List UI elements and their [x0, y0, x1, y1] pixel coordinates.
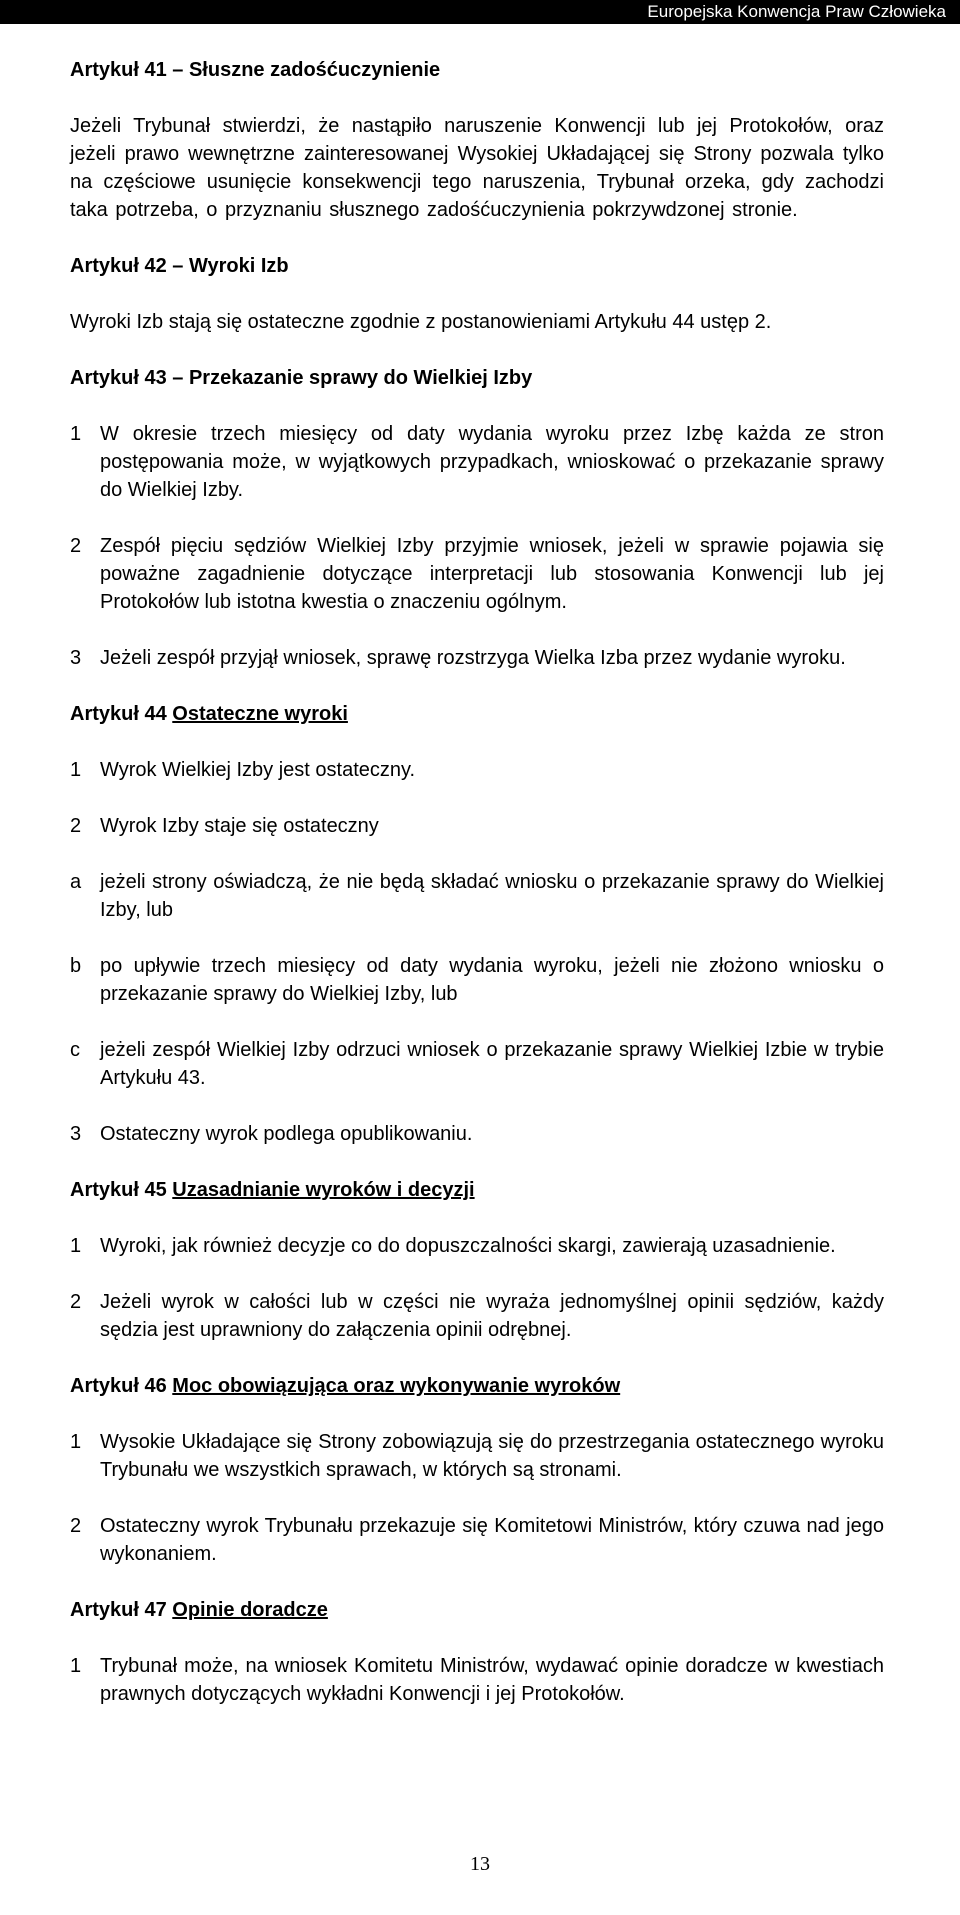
document-body [70, 56, 884, 1736]
article-46-heading: Artykuł 46 Moc obowiązująca oraz wykonywanie wyroków [70, 1375, 621, 1397]
list-item: 3 Ostateczny wyrok podlega opublikowaniu. [70, 1123, 473, 1145]
list-item: 2 Zespół pięciu sędziów Wielkiej Izby przyjmie wniosek, jeżeli w sprawie pojawia się poważne zagadnienie dotyczące interpretacji lub stosowania Konwencji lub jej Protokołów lub istotna kwestia o znaczeniu ogólnym. [70, 535, 884, 613]
running-header-title: Europejska Konwencja Praw Człowieka [647, 2, 946, 21]
page-number: 13 [470, 1853, 490, 1875]
article-41-heading: Artykuł 41 – Słuszne zadośćuczynienie [70, 59, 441, 81]
list-item: 1 W okresie trzech miesięcy od daty wydania wyroku przez Izbę każda ze stron postępowania może, w wyjątkowych przypadkach, wnioskować o przekazanie sprawy do Wielkiej Izby. [70, 423, 884, 501]
article-47-heading: Artykuł 47 Opinie doradcze [70, 1599, 328, 1621]
list-item: 2 Jeżeli wyrok w całości lub w części nie wyraża jednomyślnej opinii sędziów, każdy sędzia jest uprawniony do załączenia opinii odrębnej. [70, 1291, 884, 1341]
article-45-heading: Artykuł 45 Uzasadnianie wyroków i decyzji [70, 1179, 475, 1201]
list-item: 1 Wysokie Układające się Strony zobowiązują się do przestrzegania ostatecznego wyroku Trybunału we wszystkich sprawach, w których są stronami. [70, 1431, 884, 1481]
list-item: c jeżeli zespół Wielkiej Izby odrzuci wniosek o przekazanie sprawy Wielkiej Izbie w trybie Artykułu 43. [70, 1039, 884, 1089]
list-item: 1 Wyrok Wielkiej Izby jest ostateczny. [70, 759, 416, 781]
article-43-heading: Artykuł 43 – Przekazanie sprawy do Wielkiej Izby [70, 367, 533, 389]
running-header [0, 0, 960, 24]
article-44-heading: Artykuł 44 Ostateczne wyroki [70, 703, 348, 725]
list-item: 3 Jeżeli zespół przyjął wniosek, sprawę rozstrzyga Wielka Izba przez wydanie wyroku. [70, 647, 846, 669]
list-item: 2 Ostateczny wyrok Trybunału przekazuje się Komitetowi Ministrów, który czuwa nad jego wykonaniem. [70, 1515, 884, 1565]
list-item: a jeżeli strony oświadczą, że nie będą składać wniosku o przekazanie sprawy do Wielkiej Izby, lub [70, 871, 884, 921]
article-41-text: Jeżeli Trybunał stwierdzi, że nastąpiło naruszenie Konwencji lub jej Protokołów, oraz jeżeli prawo wewnętrzne zainteresowanej Wysokiej Układającej się Strony pozwala tylko na częściowe usunięcie konsekwencji tego naruszenia, Trybunał orzeka, gdy zachodzi taka potrzeba, o przyznaniu słusznego zadośćuczynienia pokrzywdzonej stronie. [70, 115, 884, 221]
article-42-heading: Artykuł 42 – Wyroki Izb [70, 255, 289, 277]
list-item: 2 Wyrok Izby staje się ostateczny [70, 815, 379, 837]
article-42-text: Wyroki Izb stają się ostateczne zgodnie z postanowieniami Artykułu 44 ustęp 2. [70, 311, 772, 333]
list-item: 1 Trybunał może, na wniosek Komitetu Ministrów, wydawać opinie doradcze w kwestiach prawnych dotyczących wykładni Konwencji i jej Protokołów. [70, 1655, 884, 1705]
list-item: b po upływie trzech miesięcy od daty wydania wyroku, jeżeli nie złożono wniosku o przekazanie sprawy do Wielkiej Izby, lub [70, 955, 884, 1005]
list-item: 1 Wyroki, jak również decyzje co do dopuszczalności skargi, zawierają uzasadnienie. [70, 1235, 836, 1257]
